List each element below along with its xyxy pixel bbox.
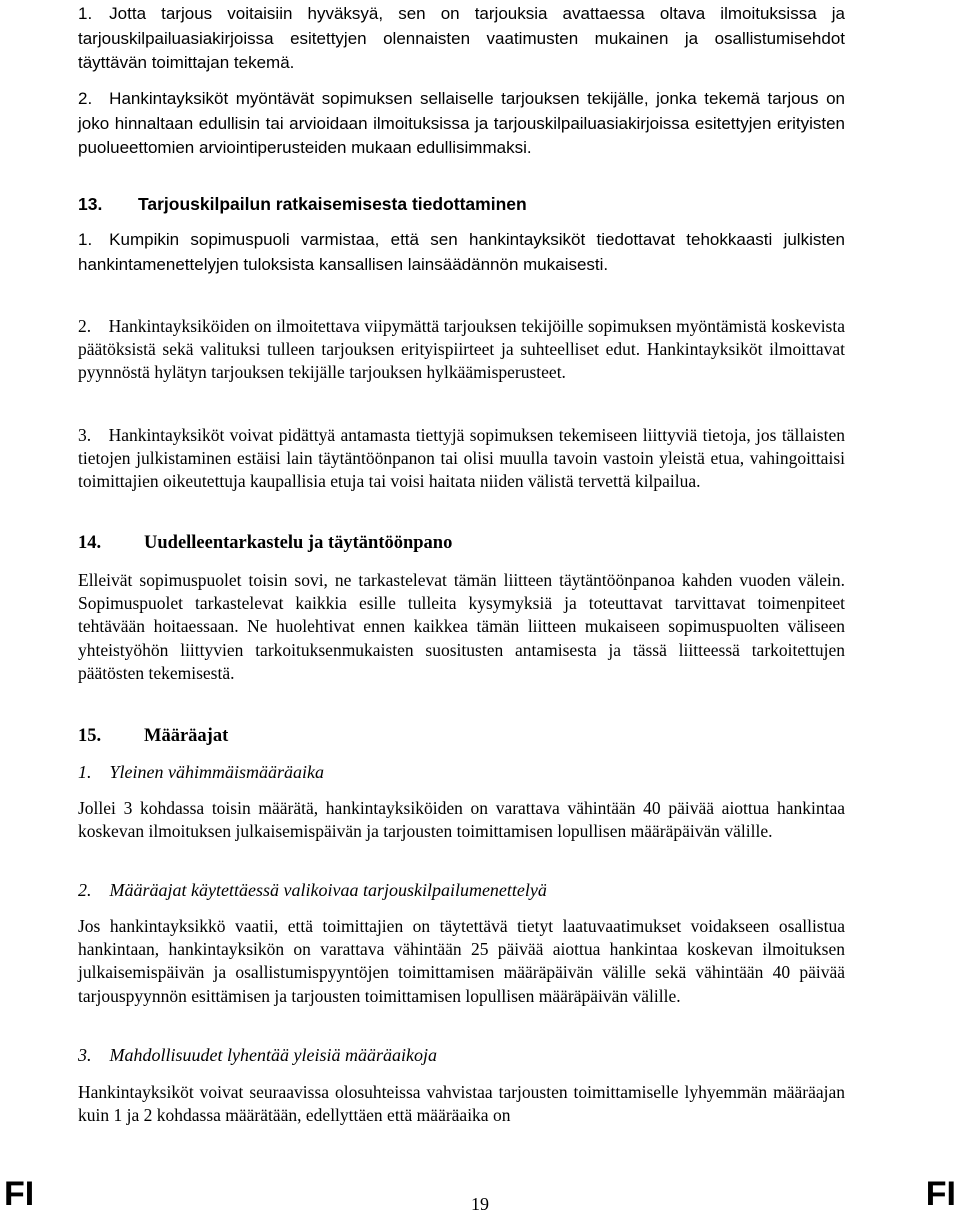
subheading-text: 1. Yleinen vähimmäismääräaika xyxy=(78,762,324,782)
section-heading-13 xyxy=(78,194,845,215)
heading-title: Määräajat xyxy=(144,726,229,746)
section-heading-15 xyxy=(78,726,845,747)
paragraph-6 xyxy=(78,569,845,685)
paragraph-5 xyxy=(78,424,845,494)
footer-language-code-right: FI xyxy=(925,1175,956,1213)
paragraph-4 xyxy=(78,315,845,385)
subheading-3 xyxy=(78,1045,845,1066)
paragraph-1 xyxy=(78,2,845,76)
paragraph-text: Jollei 3 kohdassa toisin määrätä, hankintayksiköiden on varattava vähintään 40 päivää aiottua hankintaa koskevan ilmoituksen julkaisemispäivän ja tarjousten toimittamisen lopullisen määräpäivän välille. xyxy=(78,798,845,842)
paragraph-text: 1. Jotta tarjous voitaisiin hyväksyä, sen on tarjouksia avattaessa oltava ilmoituksissa ja tarjouskilpailuasiakirjoissa esitettyjen olennaisten vaatimusten mukainen ja osallistumisehdot täyttävän toimittajan tekemä. xyxy=(78,4,845,72)
paragraph-text: 2. Hankintayksiköt myöntävät sopimuksen sellaiselle tarjouksen tekijälle, jonka tekemä tarjous on joko hinnaltaan edullisin tai arvioidaan ilmoituksissa ja tarjouskilpailuasiakirjoissa esitettyjen erityisten puolueettomien arviointiperusteiden mukaan edullisimmaksi. xyxy=(78,89,845,157)
paragraph-text: 1. Kumpikin sopimuspuoli varmistaa, että sen hankintayksiköt tiedottavat tehokkaasti julkisten hankintamenettelyjen tuloksista kansallisen lainsäädännön mukaisesti. xyxy=(78,230,845,274)
subheading-text: 2. Määräajat käytettäessä valikoivaa tarjouskilpailumenettelyä xyxy=(78,880,547,900)
heading-title: Uudelleentarkastelu ja täytäntöönpano xyxy=(144,533,453,553)
paragraph-3 xyxy=(78,228,845,277)
footer-language-code-left: FI xyxy=(4,1175,35,1213)
paragraph-text: Jos hankintayksikkö vaatii, että toimittajien on täytettävä tietyt laatuvaatimukset voidakseen osallistua hankintaan, hankintayksikön on varattava vähintään 25 päivää aiottua hankintaa koskevan ilmoituksen julkaisemispäivän ja osallistumispyyntöjen toimittamisen määräpäivän välille sekä vähintään 40 päivää tarjouspyynnön esittämisen ja tarjousten toimittamisen lopullisen määräpäivän välille. xyxy=(78,916,845,1006)
paragraph-7 xyxy=(78,797,845,843)
heading-number: 15. xyxy=(78,726,102,746)
subheading-2 xyxy=(78,880,845,901)
paragraph-8 xyxy=(78,915,845,1008)
page-number: 19 xyxy=(471,1194,489,1214)
paragraph-text: 3. Hankintayksiköt voivat pidättyä antamasta tiettyjä sopimuksen tekemiseen liittyviä tietoja, jos tällaisten tietojen julkistaminen estäisi lain täytäntöönpanon tai olisi muulla tavoin vastoin yleistä etua, vahingoittaisi toimittajien oikeutettuja kaupallisia etuja tai voisi haitata niiden välistä tervettä kilpailua. xyxy=(78,425,845,492)
subheading-1 xyxy=(78,762,845,783)
heading-number: 14. xyxy=(78,533,102,553)
paragraph-2 xyxy=(78,87,845,161)
paragraph-9 xyxy=(78,1081,845,1127)
heading-title: Tarjouskilpailun ratkaisemisesta tiedottaminen xyxy=(138,194,527,214)
paragraph-text: 2. Hankintayksiköiden on ilmoitettava viipymättä tarjouksen tekijöille sopimuksen myöntämistä koskevista päätöksistä sekä valituksi tulleen tarjouksen erityispiirteet ja suhteelliset edut. Hankintayksiköt ilmoittavat pyynnöstä hylätyn tarjouksen tekijälle tarjouksen hylkäämisperusteet. xyxy=(78,316,845,383)
paragraph-text: Hankintayksiköt voivat seuraavissa olosuhteissa vahvistaa tarjousten toimittamiselle lyhyemmän määräajan kuin 1 ja 2 kohdassa määrätään, edellyttäen että määräaika on xyxy=(78,1082,845,1126)
section-heading-14 xyxy=(78,533,845,554)
subheading-text: 3. Mahdollisuudet lyhentää yleisiä määräaikoja xyxy=(78,1045,437,1065)
heading-number: 13. xyxy=(78,194,103,214)
paragraph-text: Elleivät sopimuspuolet toisin sovi, ne tarkastelevat tämän liitteen täytäntöönpanoa kahden vuoden välein. Sopimuspuolet tarkastelevat kaikkia esille tulleita kysymyksiä ja toteuttavat tarvittavat toimenpiteet tehtävään hoitaessaan. Ne huolehtivat ennen kaikkea tämän liitteen mukaiseen sopimuspuolten väliseen yhteistyöhön liittyvien tarkoituksenmukaisten suositusten antamisesta ja tässä liitteessä tarkoitettujen päätösten tekemisestä. xyxy=(78,570,845,683)
